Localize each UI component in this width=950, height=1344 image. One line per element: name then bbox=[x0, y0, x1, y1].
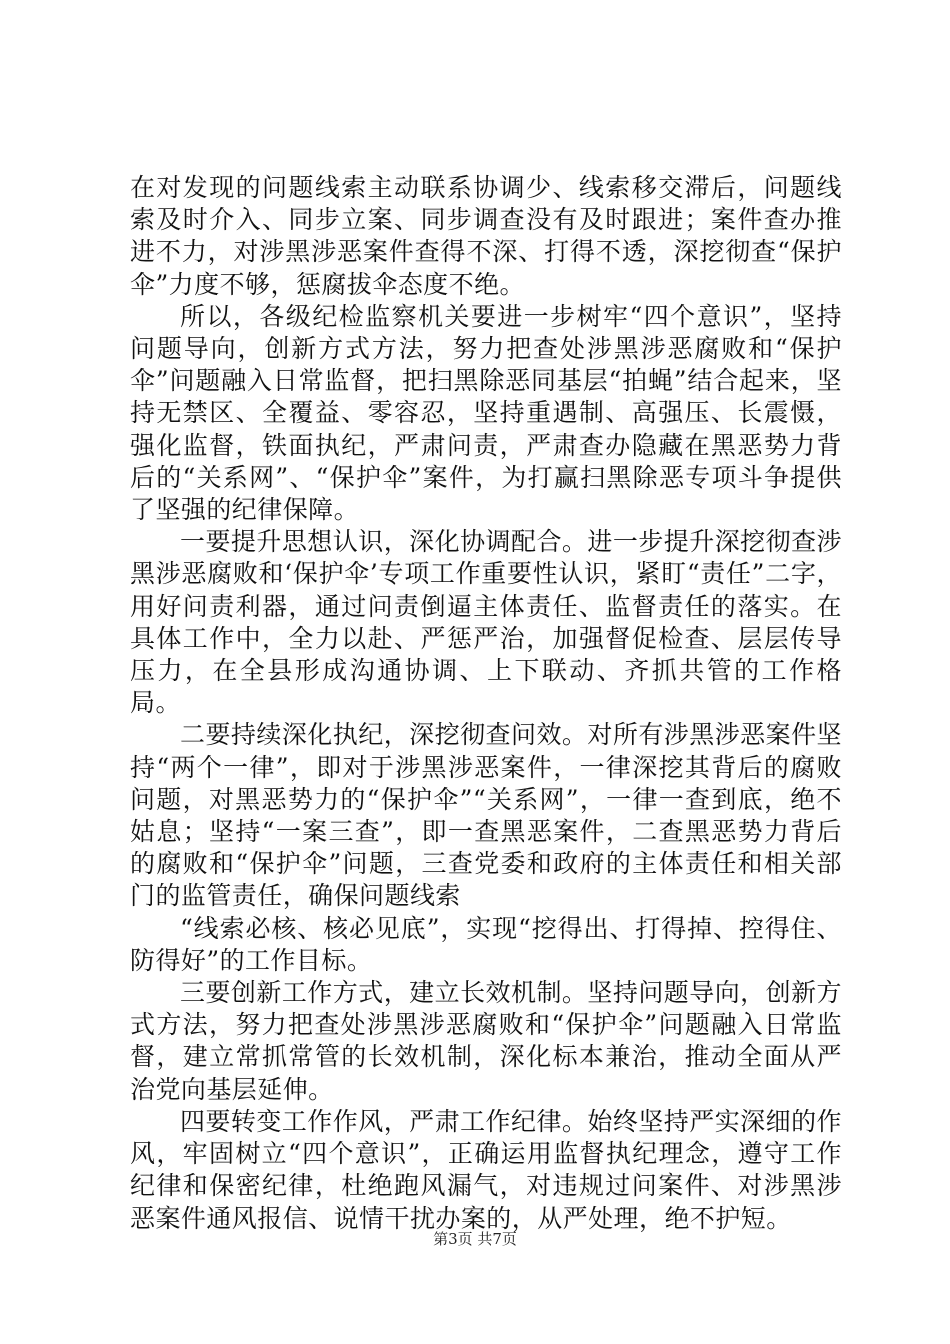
paragraph-3: 一要提升思想认识，深化协调配合。进一步提升深挖彻查涉黑涉恶腐败和‘保护伞’专项工作重要性认识，紧盯“责任”二字，用好问责利器，通过问责倒逼主体责任、监督责任的落实。在具体工作中，全力以赴、严惩严治，加强督促检查、层层传导压力，在全县形成沟通协调、上下联动、齐抓共管的工作格局。 bbox=[130, 527, 842, 718]
body-text bbox=[130, 172, 842, 1235]
paragraph-7: 四要转变工作作风，严肃工作纪律。始终坚持严实深细的作风，牢固树立“四个意识”，正确运用监督执纪理念，遵守工作纪律和保密纪律，杜绝跑风漏气，对违规过问案件、对涉黑涉恶案件通风报信、说情干扰办案的，从严处理，绝不护短。 bbox=[130, 1106, 842, 1233]
paragraph-1: 在对发现的问题线索主动联系协调少、线索移交滞后，问题线索及时介入、同步立案、同步调查没有及时跟进；案件查办推进不力，对涉黑涉恶案件查得不深、打得不透，深挖彻查“保护伞”力度不够，惩腐拔伞态度不绝。 bbox=[130, 173, 842, 299]
paragraph-5: “线索必核、核必见底”，实现“挖得出、打得掉、控得住、防得好”的工作目标。 bbox=[130, 913, 842, 975]
page-number-footer: 第3页 共7页 bbox=[433, 1230, 517, 1248]
paragraph-6: 三要创新工作方式，建立长效机制。坚持问题导向，创新方式方法，努力把查处涉黑涉恶腐败和“保护伞”问题融入日常监督，建立常抓常管的长效机制，深化标本兼治，推动全面从严治党向基层延伸。 bbox=[130, 978, 842, 1104]
paragraph-2: 所以，各级纪检监察机关要进一步树牢“四个意识”，坚持问题导向，创新方式方法，努力把查处涉黑涉恶腐败和“保护伞”问题融入日常监督，把扫黑除恶同基层“拍蝇”结合起来，坚持无禁区、全覆益、零容忍，坚持重遇制、高强压、长震慑，强化监督，铁面执纪，严肃问责，严肃查办隐藏在黑恶势力背后的“关系网”、“保护伞”案件，为打赢扫黑除恶专项斗争提供了坚强的纪律保障。 bbox=[130, 301, 842, 525]
paragraph-4: 二要持续深化执纪，深挖彻查问效。对所有涉黑涉恶案件坚持“两个一律”，即对于涉黑涉恶案件，一律深挖其背后的腐败问题，对黑恶势力的“保护伞”“关系网”，一律一查到底，绝不姑息；坚持“一案三查”，即一查黑恶案件，二查黑恶势力背后的腐败和“保护伞”问题，三查党委和政府的主体责任和相关部门的监管责任，确保问题线索 bbox=[130, 720, 842, 911]
